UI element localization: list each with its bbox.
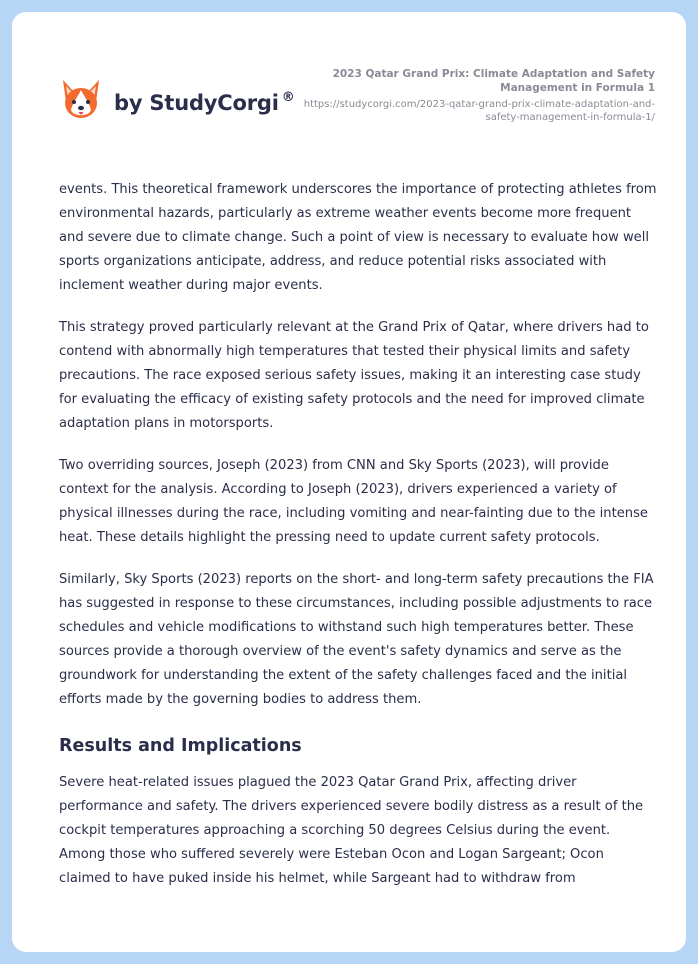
logo-text — [114, 90, 295, 115]
body-paragraph-2: This strategy proved particularly relevant at the Grand Prix of Qatar, where drivers had to contend with abnormally high temperatures that tested their physical limits and safety precautions. The race exposed serious safety issues, making it an interesting case study for evaluating the efficacy of existing safety protocols and the need for improved climate adaptation plans in motorsports. — [59, 320, 649, 431]
registered-mark: ® — [281, 89, 295, 105]
logo-wordmark: by StudyCorgi — [114, 90, 279, 115]
section-heading-results: Results and Implications — [59, 736, 302, 756]
corgi-logo-icon — [60, 78, 102, 122]
section-paragraph-1: Severe heat-related issues plagued the 2023 Qatar Grand Prix, affecting driver performance and safety. The drivers experienced severe bodily distress as a result of the cockpit temperatures approaching a scorching 50 degrees Celsius during the event. Among those who suffered severely were Esteban Ocon and Logan Sargeant; Ocon claimed to have puked inside his helmet, while Sargeant had to withdraw from — [59, 775, 644, 886]
document-page — [12, 12, 686, 952]
studycorgi-logo[interactable] — [60, 78, 295, 122]
document-title: 2023 Qatar Grand Prix: Climate Adaptation and Safety Management in Formula 1 — [332, 68, 655, 94]
body-paragraph-4: Similarly, Sky Sports (2023) reports on the short- and long-term safety precautions the FIA has suggested in response to these circumstances, including possible adjustments to race schedules and vehicle modifications to withstand such high temperatures better. These sources provide a thorough overview of the event's safety dynamics and serve as the groundwork for understanding the extent of the safety challenges faced and the initial efforts made by the governing bodies to address them. — [59, 572, 654, 707]
document-body — [59, 178, 659, 909]
body-paragraph-3: Two overriding sources, Joseph (2023) from CNN and Sky Sports (2023), will provide context for the analysis. According to Joseph (2023), drivers experienced a variety of physical illnesses during the race, including vomiting and near-fainting due to the intense heat. These details highlight the pressing need to update current safety protocols. — [59, 458, 648, 545]
document-meta — [295, 67, 655, 124]
body-paragraph-1: events. This theoretical framework underscores the importance of protecting athletes from environmental hazards, particularly as extreme weather events become more frequent and severe due to climate change. Such a point of view is necessary to evaluate how well sports organizations anticipate, address, and reduce potential risks associated with inclement weather during major events. — [59, 182, 657, 293]
document-url[interactable]: https://studycorgi.com/2023-qatar-grand-prix-climate-adaptation-and-safety-management-in-formula-1/ — [303, 99, 655, 123]
